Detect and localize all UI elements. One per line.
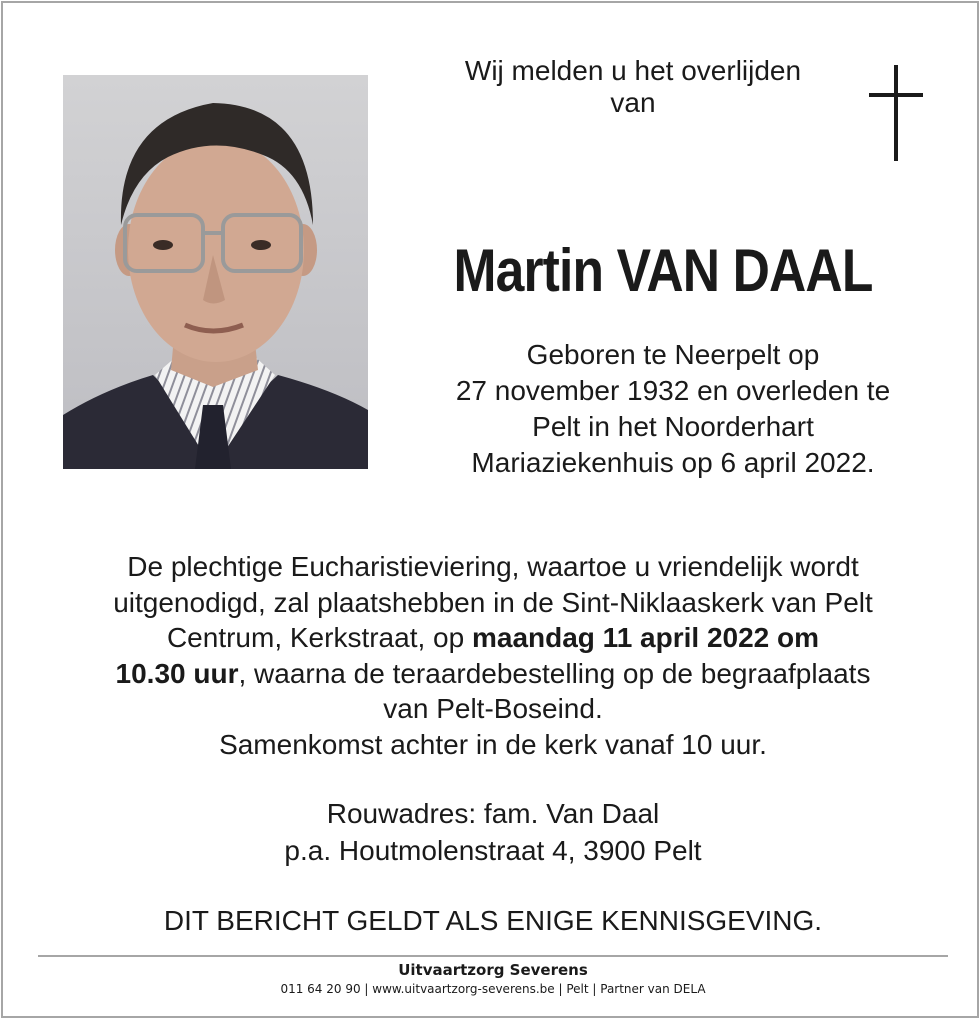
ceremony-line-5: van Pelt-Boseind.: [383, 693, 603, 724]
birth-line-3: Pelt in het Noorderhart: [532, 411, 814, 442]
funeral-home-name: Uitvaartzorg Severens: [398, 961, 588, 979]
footer-divider: [38, 955, 948, 957]
obituary-card: [1, 1, 979, 1018]
announcement-intro: [403, 55, 863, 119]
intro-line-2: van: [610, 87, 656, 118]
ceremony-line-4-rest: , waarna de teraardebestelling op de begraafplaats: [238, 657, 871, 689]
address-line-2: p.a. Houtmolenstraat 4, 3900 Pelt: [284, 835, 702, 866]
ceremony-line-3-start: Centrum, Kerkstraat, op: [166, 622, 472, 653]
deceased-name: Martin VAN DAAL: [453, 237, 873, 304]
birth-line-1: Geboren te Neerpelt op: [526, 339, 820, 370]
ceremony-line-4: [43, 656, 943, 692]
ceremony-line-3: [43, 620, 943, 656]
notice-statement: DIT BERICHT GELDT ALS ENIGE KENNISGEVING.: [163, 905, 823, 936]
ceremony-line-1: De plechtige Eucharistieviering, waartoe u vriendelijk wordt: [127, 551, 859, 582]
mourning-address: [43, 795, 943, 869]
portrait-photo: [63, 75, 368, 469]
ceremony-date: maandag 11 april 2022 om: [471, 622, 820, 653]
cross-icon: [865, 65, 927, 161]
address-line-1: Rouwadres: fam. Van Daal: [326, 798, 660, 829]
birth-line-2: 27 november 1932 en overleden te: [455, 375, 891, 406]
ceremony-time: 10.30 uur: [115, 657, 239, 689]
ceremony-line-6: Samenkomst achter in de kerk vanaf 10 uur.: [219, 728, 767, 760]
ceremony-line-2: uitgenodigd, zal plaatshebben in de Sint-Niklaaskerk van Pelt: [113, 586, 873, 618]
birth-line-4: Mariaziekenhuis op 6 april 2022.: [471, 447, 875, 478]
funeral-home-contact: 011 64 20 90 | www.uitvaartzorg-severens.be | Pelt | Partner van DELA: [280, 982, 706, 996]
portrait-illustration: [63, 75, 368, 469]
intro-line-1: Wij melden u het overlijden: [464, 55, 802, 86]
ceremony-details: [43, 549, 943, 762]
birth-death-details: [403, 337, 943, 481]
